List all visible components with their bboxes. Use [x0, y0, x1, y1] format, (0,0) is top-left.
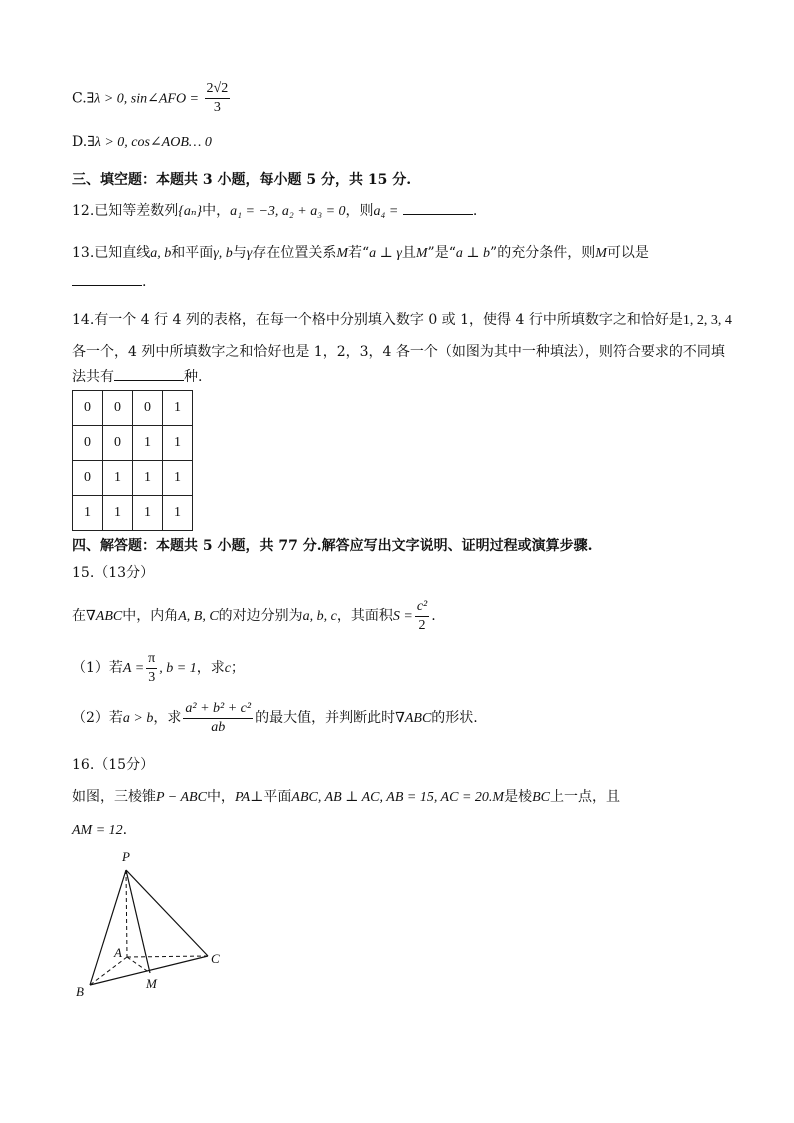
table-row: 0 1 1 1: [73, 461, 193, 496]
question-16-stem-line-2: AM = 12.: [72, 822, 128, 838]
fraction: $\frac{\pi}{3}$: [148, 650, 156, 685]
question-12: 12.已知等差数列{aₙ}中，a₁ = −3, a₂ + a₃ = 0，则a₄ = .: [72, 203, 478, 219]
answer-blank: [403, 214, 473, 215]
label-m: M: [146, 976, 157, 991]
question-14-line-1: 14.有一个 4 行 4 列的表格，在每一个格中分别填入数字 0 或 1，使得 4 行中所填数字之和恰好是1, 2, 3, 4: [72, 312, 732, 328]
question-15-title: 15.（13分）: [72, 565, 155, 581]
question-15-part-2: （2）若a > b，求 $\frac{\text{a² + b² + c²}}{ab}$ 的最大值，并判断此时∇ABC的形状.: [72, 700, 478, 735]
label-a: A: [114, 945, 122, 960]
question-14-line-2: 各一个，4 列中所填数字之和恰好也是 1，2，3，4 各一个（如图为其中一种填法），则符合要求的不同填: [72, 344, 725, 360]
edge-pm: [126, 870, 150, 973]
edge-ac: [127, 956, 208, 957]
question-13-blank-line: .: [72, 272, 146, 292]
question-16-title: 16.（15分）: [72, 757, 155, 773]
fraction: $\frac{\text{a² + b² + c²}}{ab}$: [185, 700, 252, 735]
option-d: D.∃λ > 0, cos∠AOB… 0: [72, 134, 212, 150]
question-15-part-1: （1）若A = $\frac{\pi}{3}$ , b = 1，求c；: [72, 650, 245, 685]
edge-pb: [90, 870, 126, 985]
question-13: 13.已知直线a, b和平面γ, b与γ存在位置关系M若“a ⊥ γ且M”是“a ⊥ b”的充分条件，则M可以是: [72, 245, 649, 261]
question-16-stem: 如图，三棱锥P − ABC中，PA⊥平面ABC, AB ⊥ AC, AB = 15, AC = 20.M是棱BC上一点，且: [72, 789, 620, 805]
option-c: C.∃λ > 0, sin∠AFO = $\frac{2√2}{3}$: [72, 81, 229, 115]
table-row: 0 0 1 1: [73, 426, 193, 461]
example-grid-table: [72, 390, 193, 531]
table-row: 1 1 1 1: [73, 496, 193, 531]
pyramid-figure: [70, 845, 240, 1005]
fraction: $\frac{\text{c²}}{2}$: [416, 598, 428, 633]
edge-pc: [126, 870, 208, 956]
label-p: P: [122, 849, 130, 864]
table-row: 0 0 0 1: [73, 391, 193, 426]
fraction: $\frac{2√2}{3}$: [206, 81, 229, 115]
answer-blank: [72, 285, 142, 286]
question-14-line-3: 法共有 种.: [72, 369, 203, 385]
answer-blank: [114, 380, 184, 381]
edge-pa: [126, 870, 127, 957]
label-b: B: [76, 984, 84, 999]
question-15-stem: 在∇ABC中，内角A, B, C的对边分别为a, b, c，其面积S = $\frac{\text{c²}}{2}$ .: [72, 598, 436, 633]
section-heading-solutions: 四、解答题：本题共 5 小题，共 77 分.解答应写出文字说明、证明过程或演算步骤.: [72, 538, 593, 554]
label-c: C: [211, 951, 220, 966]
section-heading-fill-in: 三、填空题：本题共 3 小题，每小题 5 分，共 15 分.: [72, 172, 412, 188]
